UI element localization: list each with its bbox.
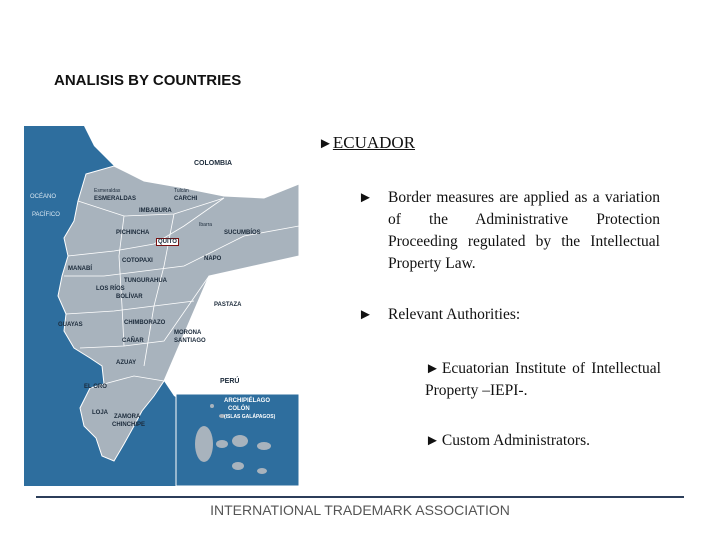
map-label-pacifico: PACÍFICO <box>32 212 60 218</box>
ecuador-map <box>24 126 299 486</box>
map-label-zamora: ZAMORA <box>114 414 141 420</box>
map-label-oceano: OCÉANO <box>30 194 57 200</box>
point-relevant-authorities <box>358 304 660 326</box>
map-label-canar: CAÑAR <box>122 338 144 344</box>
map-label-ibarra: Ibarra <box>199 222 213 228</box>
arrow-icon: ► <box>425 433 440 449</box>
map-label-tulcan: Tulcán <box>174 188 189 194</box>
map-label-tungurahua: TUNGURAHUA <box>124 278 167 284</box>
sub-point-text: Custom Administrators. <box>441 432 590 449</box>
map-label-chimborazo: CHIMBORAZO <box>124 320 166 326</box>
footer-divider <box>36 496 684 498</box>
map-label-peru: PERÚ <box>220 378 240 385</box>
map-label-el-oro: EL ORO <box>84 384 107 390</box>
map-label-islas-galapagos: (ISLAS GALÁPAGOS) <box>224 414 276 420</box>
map-label-pastaza: PASTAZA <box>214 302 242 308</box>
map-label-esmeraldas-city: Esmeraldas <box>94 188 121 194</box>
arrow-icon: ► <box>425 361 440 377</box>
section-heading <box>318 133 415 153</box>
footer-text: INTERNATIONAL TRADEMARK ASSOCIATION <box>210 502 510 518</box>
map-label-carchi: CARCHI <box>174 196 198 202</box>
ecuador-map-graphic <box>24 126 299 486</box>
point-border-measures <box>358 187 660 275</box>
map-label-bolivar: BOLÍVAR <box>116 294 143 300</box>
map-label-pichincha: PICHINCHA <box>116 230 150 236</box>
map-label-loja: LOJA <box>92 410 109 416</box>
map-label-colombia: COLOMBIA <box>194 160 233 167</box>
map-label-santiago: SANTIAGO <box>174 338 206 344</box>
slide-title: ANALISIS BY COUNTRIES <box>54 72 242 89</box>
map-label-guayas: GUAYAS <box>58 322 83 328</box>
map-label-azuay: AZUAY <box>116 360 137 366</box>
map-label-imbabura: IMBABURA <box>139 208 172 214</box>
map-label-napo: NAPO <box>204 256 222 262</box>
map-label-chinchipe: CHINCHIPE <box>112 422 146 428</box>
sub-point-iepi <box>425 358 661 402</box>
map-label-los-rios: LOS RÍOS <box>96 286 125 292</box>
arrow-icon: ► <box>318 136 333 152</box>
point-text: Relevant Authorities: <box>388 306 521 323</box>
map-label-morona: MORONA <box>174 330 202 336</box>
map-label-manabi: MANABÍ <box>68 266 92 272</box>
sub-point-text: Ecuatorian Institute of Intellectual Property –IEPI-. <box>425 360 661 399</box>
map-label-colon: COLÓN <box>228 406 250 412</box>
arrow-icon: ► <box>358 307 373 323</box>
point-text: Border measures are applied as a variation of the Administrative Protection Proceeding regulated by the Intellectual Property Law. <box>388 189 660 272</box>
map-label-archipielago: ARCHIPIÉLAGO <box>224 398 271 404</box>
map-label-cotopaxi: COTOPAXI <box>122 258 153 264</box>
sub-point-customs <box>425 430 661 452</box>
map-label-sucumbios: SUCUMBÍOS <box>224 230 261 236</box>
map-label-quito: QUITO <box>158 239 177 245</box>
section-heading-text: ECUADOR <box>332 133 416 152</box>
map-label-esmeraldas: ESMERALDAS <box>94 196 137 202</box>
arrow-icon: ► <box>358 190 373 206</box>
